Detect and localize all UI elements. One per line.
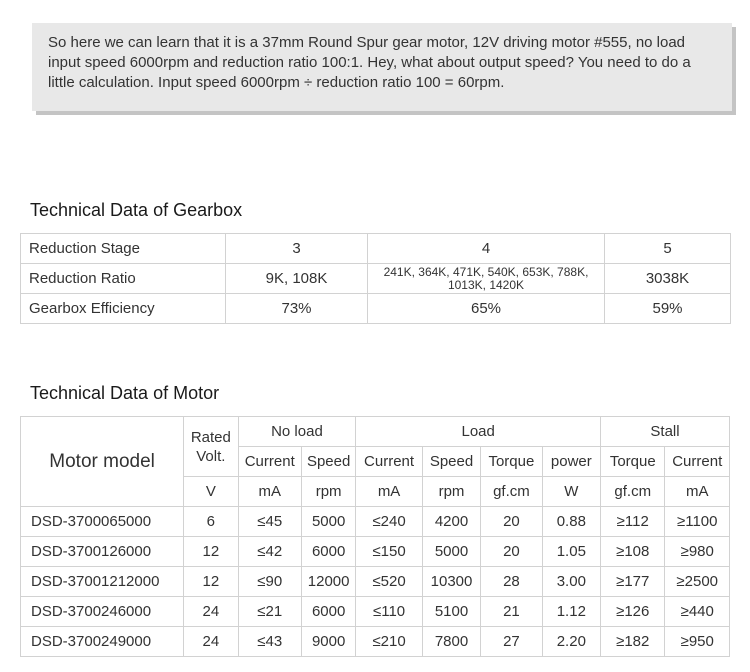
table-cell: 4200 (422, 507, 480, 537)
table-cell: ≥177 (601, 567, 665, 597)
table-cell: ≥108 (601, 537, 665, 567)
table-cell: 24 (184, 597, 238, 627)
table-row (21, 567, 730, 597)
table-cell: 21 (481, 597, 542, 627)
header-rated-volt: Rated Volt. (184, 417, 238, 477)
intro-note-text: So here we can learn that it is a 37mm Round Spur gear motor, 12V driving motor #555, no load input speed 6000rpm and reduction ratio 100:1. Hey, what about output speed? You need to do a little calculation. Input speed 6000rpm ÷ reduction ratio 100 = 60rpm. (48, 34, 691, 91)
table-cell: ≥440 (665, 597, 730, 627)
table-cell: 241K, 364K, 471K, 540K, 653K, 788K, 1013K, 1420K (368, 264, 605, 294)
table-cell: ≤21 (238, 597, 301, 627)
motor-model-cell: DSD-3700065000 (21, 507, 184, 537)
header-column: Speed (422, 447, 480, 477)
row-label: Reduction Ratio (21, 264, 226, 294)
header-group-no-load: No load (238, 417, 356, 447)
motor-model-cell: DSD-37001212000 (21, 567, 184, 597)
header-unit: gf.cm (601, 477, 665, 507)
table-cell: 5100 (422, 597, 480, 627)
table-cell: 1.05 (542, 537, 600, 567)
motor-model-cell: DSD-3700249000 (21, 627, 184, 657)
table-cell: ≤210 (356, 627, 422, 657)
header-group-load: Load (356, 417, 601, 447)
table-cell: 9000 (301, 627, 355, 657)
header-unit: rpm (422, 477, 480, 507)
header-unit: mA (665, 477, 730, 507)
table-cell: ≥126 (601, 597, 665, 627)
table-row (21, 234, 731, 264)
header-group-stall: Stall (601, 417, 730, 447)
table-cell: 3.00 (542, 567, 600, 597)
table-cell: 5000 (301, 507, 355, 537)
table-cell: 5 (605, 234, 731, 264)
table-cell: 2.20 (542, 627, 600, 657)
header-column: Torque (481, 447, 542, 477)
table-cell: 3038K (605, 264, 731, 294)
motor-model-cell: DSD-3700126000 (21, 537, 184, 567)
table-row (21, 264, 731, 294)
table-cell: 5000 (422, 537, 480, 567)
table-cell: ≤240 (356, 507, 422, 537)
table-cell: 20 (481, 507, 542, 537)
table-cell: ≤90 (238, 567, 301, 597)
table-cell: 6000 (301, 537, 355, 567)
table-cell: 9K, 108K (226, 264, 368, 294)
table-row (21, 627, 730, 657)
table-cell: 27 (481, 627, 542, 657)
header-column: Current (665, 447, 730, 477)
table-cell: ≥112 (601, 507, 665, 537)
table-row (21, 507, 730, 537)
table-row (21, 537, 730, 567)
header-unit: V (184, 477, 238, 507)
table-cell: 0.88 (542, 507, 600, 537)
table-cell: 12 (184, 567, 238, 597)
table-row (21, 597, 730, 627)
table-cell: 24 (184, 627, 238, 657)
header-unit: W (542, 477, 600, 507)
header-unit: mA (238, 477, 301, 507)
header-motor-model: Motor model (21, 417, 184, 507)
gearbox-section-title: Technical Data of Gearbox (30, 200, 243, 220)
header-column: power (542, 447, 600, 477)
header-unit: gf.cm (481, 477, 542, 507)
table-cell: 7800 (422, 627, 480, 657)
header-unit: rpm (301, 477, 355, 507)
table-cell: 6 (184, 507, 238, 537)
table-cell: 20 (481, 537, 542, 567)
table-cell: ≥182 (601, 627, 665, 657)
table-cell: ≤150 (356, 537, 422, 567)
table-cell: ≥950 (665, 627, 730, 657)
table-cell: ≤520 (356, 567, 422, 597)
table-cell: 4 (368, 234, 605, 264)
table-cell: 1.12 (542, 597, 600, 627)
motor-table (20, 416, 730, 657)
table-row (21, 294, 731, 324)
table-cell: 59% (605, 294, 731, 324)
table-cell: ≥1100 (665, 507, 730, 537)
table-cell: 73% (226, 294, 368, 324)
header-column: Speed (301, 447, 355, 477)
intro-note (32, 23, 732, 111)
table-cell: 6000 (301, 597, 355, 627)
table-cell: ≤43 (238, 627, 301, 657)
table-cell: 3 (226, 234, 368, 264)
table-cell: 65% (368, 294, 605, 324)
row-label: Reduction Stage (21, 234, 226, 264)
table-cell: ≥2500 (665, 567, 730, 597)
table-cell: ≥980 (665, 537, 730, 567)
table-cell: 12000 (301, 567, 355, 597)
header-row-groups (21, 417, 730, 447)
table-cell: ≤45 (238, 507, 301, 537)
header-column: Current (238, 447, 301, 477)
table-cell: 10300 (422, 567, 480, 597)
table-cell: 12 (184, 537, 238, 567)
table-cell: ≤110 (356, 597, 422, 627)
header-column: Current (356, 447, 422, 477)
table-cell: 28 (481, 567, 542, 597)
motor-section-title: Technical Data of Motor (30, 383, 220, 403)
header-unit: mA (356, 477, 422, 507)
motor-model-cell: DSD-3700246000 (21, 597, 184, 627)
row-label: Gearbox Efficiency (21, 294, 226, 324)
gearbox-table (20, 233, 731, 324)
table-cell: ≤42 (238, 537, 301, 567)
header-column: Torque (601, 447, 665, 477)
